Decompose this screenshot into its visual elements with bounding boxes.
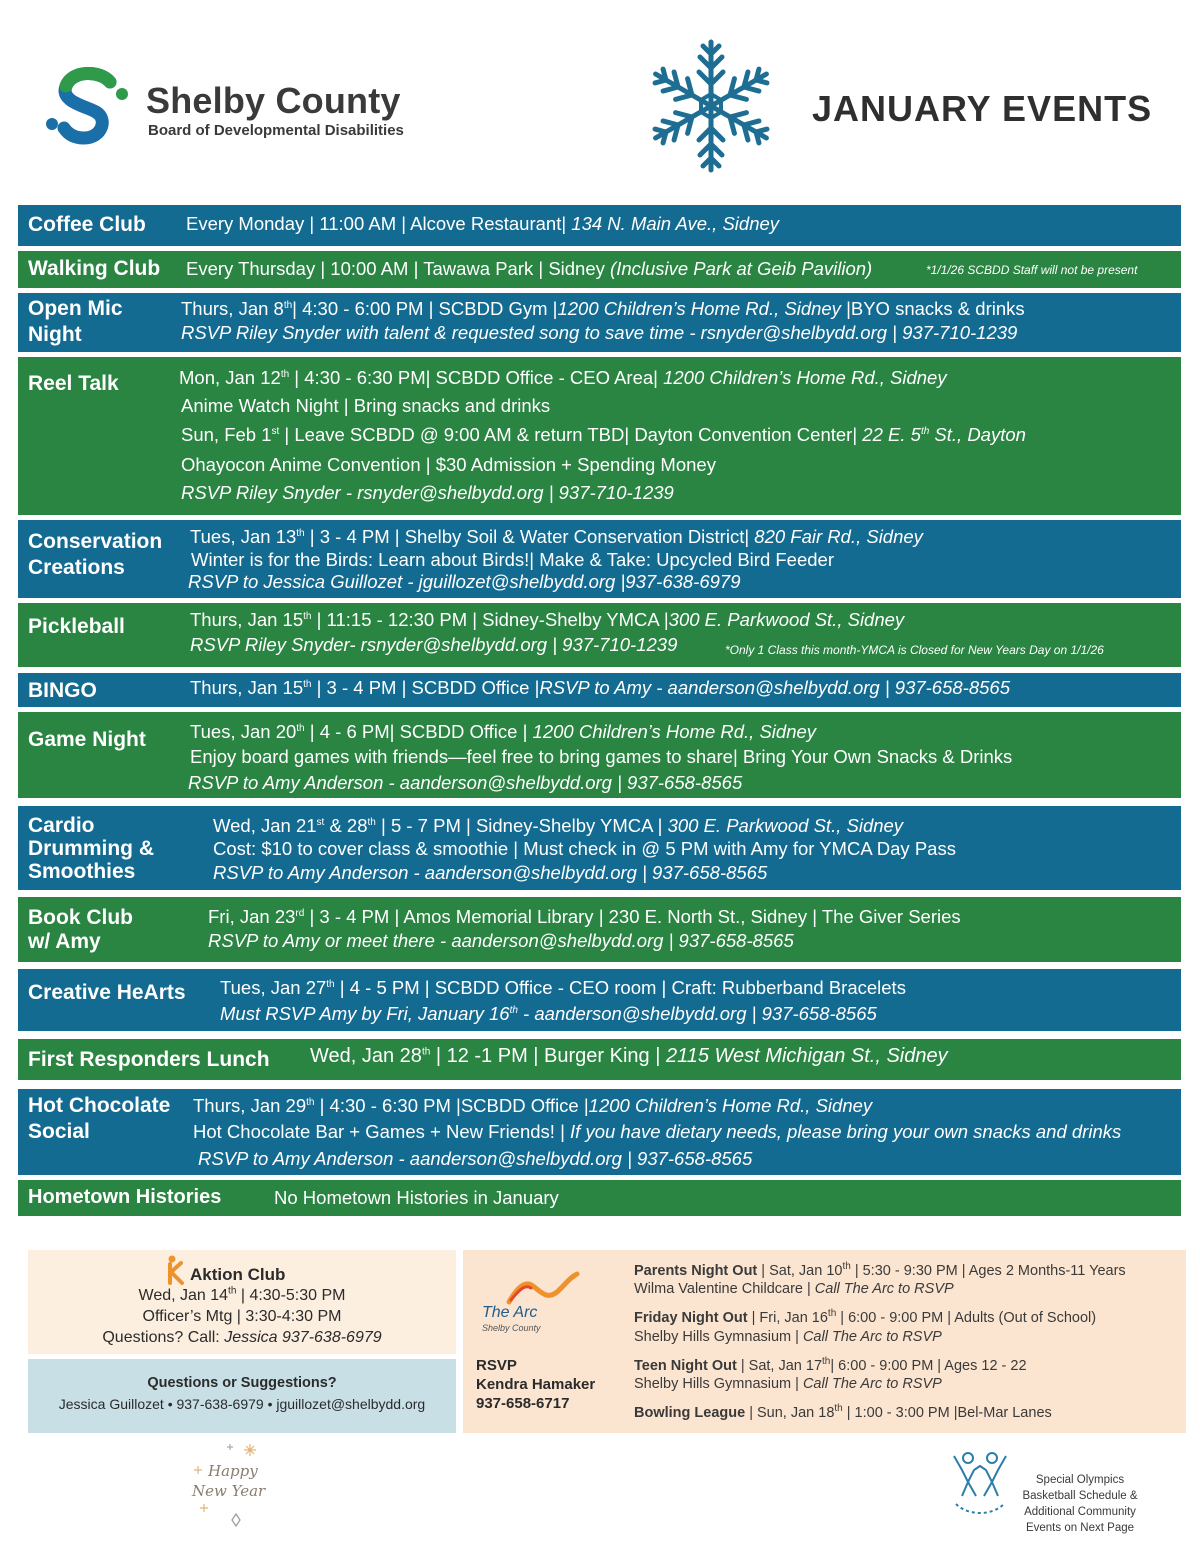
- event-walking-club: [18, 251, 1181, 288]
- event-description: Winter is for the Birds: Learn about Birds!| Make & Take: Upcycled Bird Feeder: [191, 549, 834, 570]
- event-rsvp: RSVP to Amy Anderson - aanderson@shelbydd.org | 937-658-8565: [213, 862, 768, 883]
- event-name: Game Night: [28, 728, 146, 751]
- event-bingo: [18, 673, 1181, 707]
- questions-title: Questions or Suggestions?: [147, 1375, 337, 1391]
- arc-contact-phone: 937-658-6717: [476, 1395, 570, 1412]
- event-creative-hearts: [18, 969, 1181, 1031]
- event-name: Creative HeArts: [28, 981, 186, 1004]
- the-arc-name: The Arc: [482, 1304, 538, 1321]
- event-description-2: Ohayocon Anime Convention | $30 Admission + Spending Money: [181, 454, 716, 475]
- arc-friday-night-out-location: Shelby Hills Gymnasium | Call The Arc to RSVP: [634, 1329, 942, 1345]
- event-name: Walking Club: [28, 257, 161, 280]
- event-details: Tues, Jan 20th | 4 - 6 PM| SCBDD Office | 1200 Children’s Home Rd., Sidney: [190, 721, 817, 742]
- event-pickleball: [18, 603, 1181, 667]
- event-open-mic-night: [18, 293, 1181, 352]
- event-first-responders-lunch: [18, 1039, 1181, 1080]
- event-hometown-histories: [18, 1180, 1181, 1216]
- aktion-club-logo-icon: [164, 1255, 186, 1285]
- event-description: Anime Watch Night | Bring snacks and drinks: [181, 395, 551, 416]
- org-subtitle: Board of Developmental Disabilities: [148, 122, 404, 139]
- aktion-club-box: [28, 1250, 456, 1354]
- event-name: Cardio Drumming & Smoothies: [28, 814, 154, 883]
- event-details: Thurs, Jan 29th | 4:30 - 6:30 PM |SCBDD Office |1200 Children’s Home Rd., Sidney: [193, 1095, 873, 1116]
- event-rsvp: RSVP Riley Snyder - rsnyder@shelbydd.org | 937-710-1239: [181, 482, 674, 503]
- event-details: Wed, Jan 28th | 12 -1 PM | Burger King | 2115 West Michigan St., Sidney: [310, 1045, 948, 1067]
- aktion-club-title: Aktion Club: [190, 1265, 286, 1284]
- arc-parents-night-out: Parents Night Out | Sat, Jan 10th | 5:30 - 9:30 PM | Ages 2 Months-11 Years: [634, 1261, 1126, 1279]
- event-book-club: [18, 897, 1181, 962]
- org-name: Shelby County: [146, 80, 401, 121]
- the-arc-box: [463, 1250, 1186, 1433]
- snowflake-icon: [636, 37, 786, 175]
- event-name: First Responders Lunch: [28, 1048, 270, 1071]
- event-details-2: Sun, Feb 1st | Leave SCBDD @ 9:00 AM & return TBD| Dayton Convention Center| 22 E. 5th St., Dayton: [181, 424, 1026, 445]
- event-name: Pickleball: [28, 615, 125, 638]
- event-cardio-drumming-smoothies: [18, 806, 1181, 890]
- event-description: Hot Chocolate Bar + Games + New Friends! | If you have dietary needs, please bring your own snacks and drinks: [193, 1121, 1122, 1142]
- aktion-club-date: Wed, Jan 14th | 4:30-5:30 PM: [138, 1285, 346, 1304]
- event-game-night: [18, 712, 1181, 798]
- event-rsvp: RSVP to Amy or meet there - aanderson@shelbydd.org | 937-658-8565: [208, 930, 794, 951]
- questions-box: [28, 1359, 456, 1433]
- event-rsvp: RSVP to Amy Anderson - aanderson@shelbydd.org | 937-658-8565: [188, 772, 743, 793]
- event-details: Wed, Jan 21st & 28th | 5 - 7 PM | Sidney-Shelby YMCA | 300 E. Parkwood St., Sidney: [213, 815, 904, 836]
- event-reel-talk: [18, 357, 1181, 515]
- shelby-county-logo-icon: [42, 64, 132, 154]
- arc-bowling-league: Bowling League | Sun, Jan 18th | 1:00 - 3:00 PM |Bel-Mar Lanes: [634, 1403, 1052, 1421]
- event-details: Tues, Jan 27th | 4 - 5 PM | SCBDD Office - CEO room | Craft: Rubberband Bracelets: [220, 977, 906, 998]
- arc-teen-night-out: Teen Night Out | Sat, Jan 17th| 6:00 - 9:00 PM | Ages 12 - 22: [634, 1356, 1027, 1374]
- event-rsvp: RSVP Riley Snyder- rsnyder@shelbydd.org | 937-710-1239: [190, 634, 678, 655]
- arc-friday-night-out: Friday Night Out | Fri, Jan 16th | 6:00 - 9:00 PM | Adults (Out of School): [634, 1308, 1097, 1326]
- arc-contact-name: Kendra Hamaker: [476, 1376, 596, 1393]
- special-olympics-note: Special Olympics Basketball Schedule & Additional Community Events on Next Page: [1022, 1474, 1138, 1534]
- greeting-happy: Happy: [208, 1462, 258, 1480]
- page-title: JANUARY EVENTS: [812, 88, 1153, 129]
- event-details: Tues, Jan 13th | 3 - 4 PM | Shelby Soil & Water Conservation District| 820 Fair Rd., Sidney: [190, 526, 923, 547]
- event-rsvp: RSVP to Amy Anderson - aanderson@shelbydd.org | 937-658-8565: [198, 1148, 753, 1169]
- event-name: Hometown Histories: [28, 1186, 222, 1208]
- arc-rsvp-label: RSVP: [476, 1357, 517, 1374]
- event-name: Hot Chocolate Social: [28, 1094, 171, 1143]
- greeting-new-year: New Year: [192, 1482, 266, 1500]
- event-rsvp: RSVP to Jessica Guillozet - jguillozet@shelbydd.org |937-638-6979: [188, 571, 741, 592]
- the-arc-subtitle: Shelby County: [482, 1323, 541, 1333]
- event-details: Thurs, Jan 15th | 11:15 - 12:30 PM | Sidney-Shelby YMCA |300 E. Parkwood St., Sidney: [190, 609, 905, 630]
- event-name: Reel Talk: [28, 372, 119, 395]
- the-arc-logo-icon: [503, 1270, 583, 1306]
- event-description: Enjoy board games with friends—feel free to bring games to share| Bring Your Own Snacks & Drinks: [190, 746, 1013, 767]
- event-coffee-club: [18, 205, 1181, 246]
- event-name: Book Club w/ Amy: [28, 906, 133, 953]
- arc-teen-night-out-location: Shelby Hills Gymnasium | Call The Arc to RSVP: [634, 1376, 942, 1392]
- event-description: Cost: $10 to cover class & smoothie | Must check in @ 5 PM with Amy for YMCA Day Pass: [213, 838, 956, 859]
- event-note: *1/1/26 SCBDD Staff will not be present: [926, 263, 1138, 277]
- aktion-club-officers: Officer’s Mtg | 3:30-4:30 PM: [142, 1308, 342, 1325]
- aktion-club-questions: Questions? Call: Jessica 937-638-6979: [102, 1329, 382, 1346]
- event-details: Every Thursday | 10:00 AM | Tawawa Park | Sidney (Inclusive Park at Geib Pavilion): [186, 258, 873, 279]
- event-details: Thurs, Jan 15th | 3 - 4 PM | SCBDD Office |RSVP to Amy - aanderson@shelbydd.org | 937-658-8565: [190, 677, 1010, 698]
- event-details: No Hometown Histories in January: [274, 1187, 559, 1208]
- event-rsvp: RSVP Riley Snyder with talent & requested song to save time - rsnyder@shelbydd.org | 937-710-1239: [181, 322, 1018, 343]
- event-details: Thurs, Jan 8th| 4:30 - 6:00 PM | SCBDD Gym |1200 Children’s Home Rd., Sidney |BYO snacks & drinks: [181, 298, 1025, 319]
- happy-new-year-graphic: [190, 1440, 280, 1530]
- arc-parents-night-out-location: Wilma Valentine Childcare | Call The Arc to RSVP: [634, 1281, 954, 1297]
- event-name: BINGO: [28, 679, 97, 702]
- event-details: Fri, Jan 23rd | 3 - 4 PM | Amos Memorial Library | 230 E. North St., Sidney | The Giver Series: [208, 906, 961, 927]
- event-name: Coffee Club: [28, 213, 146, 236]
- event-name: Conservation Creations: [28, 530, 163, 579]
- event-name: Open Mic Night: [28, 297, 123, 346]
- event-details: Every Monday | 11:00 AM | Alcove Restaurant| 134 N. Main Ave., Sidney: [186, 213, 780, 234]
- event-conservation-creations: [18, 520, 1181, 598]
- questions-contact: Jessica Guillozet • 937-638-6979 • jguillozet@shelbydd.org: [58, 1396, 426, 1412]
- special-olympics-logo-icon: [948, 1448, 1012, 1520]
- event-note: *Only 1 Class this month-YMCA is Closed for New Years Day on 1/1/26: [725, 643, 1104, 657]
- event-details: Mon, Jan 12th | 4:30 - 6:30 PM| SCBDD Office - CEO Area| 1200 Children’s Home Rd., Sidney: [179, 367, 947, 388]
- event-hot-chocolate-social: [18, 1089, 1181, 1175]
- event-rsvp: Must RSVP Amy by Fri, January 16th - aanderson@shelbydd.org | 937-658-8565: [220, 1003, 877, 1024]
